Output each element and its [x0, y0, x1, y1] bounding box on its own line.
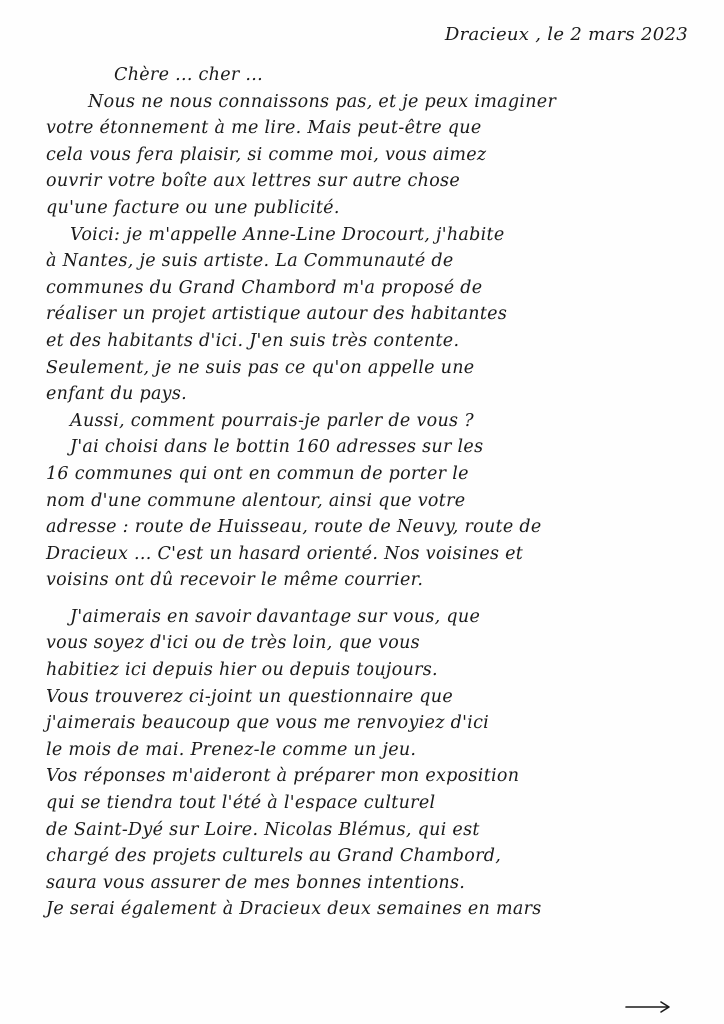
letter-line: ouvrir votre boîte aux lettres sur autre chose [46, 171, 460, 192]
letter-line: cela vous fera plaisir, si comme moi, vous aimez [46, 144, 487, 165]
letter-line: vous soyez d'ici ou de très loin, que vous [46, 633, 420, 654]
salutation: Chère ... cher ... [114, 65, 263, 85]
letter-line: Je serai également à Dracieux deux semaines en mars [46, 899, 542, 920]
letter-line: chargé des projets culturels au Grand Chambord, [46, 846, 502, 867]
arrow-right-icon [624, 1000, 672, 1014]
letter-line: adresse : route de Huisseau, route de Neuvy, route de [46, 517, 542, 538]
letter-line: communes du Grand Chambord m'a proposé de [46, 277, 483, 298]
letter-line: Seulement, je ne suis pas ce qu'on appelle une [46, 357, 475, 378]
letter-date: Dracieux , le 2 mars 2023 [444, 24, 688, 45]
letter-line: Aussi, comment pourrais-je parler de vous ? [70, 410, 474, 431]
letter-line: Vous trouverez ci-joint un questionnaire que [46, 686, 454, 707]
letter-line: Vos réponses m'aideront à préparer mon exposition [46, 766, 520, 787]
letter-line: enfant du pays. [46, 384, 188, 405]
letter-line: 16 communes qui ont en commun de porter le [46, 463, 469, 484]
letter-line: votre étonnement à me lire. Mais peut-être que [46, 118, 482, 139]
letter-line: J'ai choisi dans le bottin 160 adresses sur les [70, 437, 484, 458]
letter-line: et des habitants d'ici. J'en suis très contente. [46, 330, 460, 351]
letter-line: habitiez ici depuis hier ou depuis toujours. [46, 660, 438, 681]
letter-line: réaliser un projet artistique autour des habitantes [46, 304, 508, 325]
letter-line: qui se tiendra tout l'été à l'espace culturel [46, 793, 436, 814]
letter-line: nom d'une commune alentour, ainsi que votre [46, 490, 466, 511]
letter-line: voisins ont dû recevoir le même courrier. [46, 570, 424, 591]
letter-line: j'aimerais beaucoup que vous me renvoyiez d'ici [46, 713, 490, 734]
letter-body [46, 62, 696, 923]
letter-line: Nous ne nous connaissons pas, et je peux imaginer [88, 91, 557, 112]
letter-line: à Nantes, je suis artiste. La Communauté de [46, 251, 454, 272]
letter-line: qu'une facture ou une publicité. [46, 197, 340, 218]
letter-line: J'aimerais en savoir davantage sur vous, que [70, 606, 481, 627]
letter-line: saura vous assurer de mes bonnes intentions. [46, 872, 466, 893]
letter-line: Dracieux ... C'est un hasard orienté. Nos voisines et [46, 543, 524, 564]
letter-line: de Saint-Dyé sur Loire. Nicolas Blémus, qui est [46, 819, 480, 840]
letter-line: Voici: je m'appelle Anne-Line Drocourt, j'habite [70, 224, 505, 245]
letter-line: le mois de mai. Prenez-le comme un jeu. [46, 739, 417, 760]
